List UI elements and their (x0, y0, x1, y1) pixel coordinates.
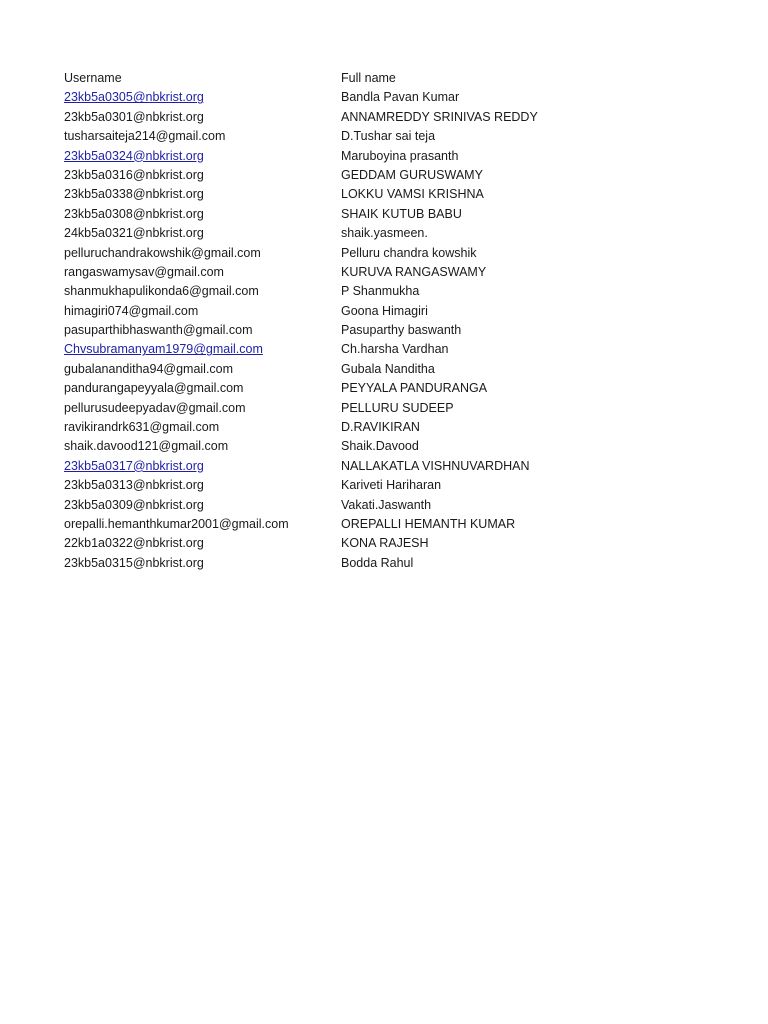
username-text: rangaswamysav@gmail.com (64, 264, 224, 279)
full-name-cell: Pelluru chandra kowshik (341, 245, 477, 260)
full-name-cell: LOKKU VAMSI KRISHNA (341, 187, 484, 202)
username-text: ravikirandrk631@gmail.com (64, 420, 220, 435)
table-row (64, 302, 704, 321)
table-row (64, 360, 704, 379)
username-cell (64, 496, 341, 515)
table-row (64, 127, 704, 146)
header-row (64, 69, 704, 88)
table-row (64, 457, 704, 476)
full-name-cell: Pasuparthy baswanth (341, 323, 462, 338)
table-row (64, 205, 704, 224)
table-row (64, 534, 704, 553)
username-text: 23kb5a0301@nbkrist.org (64, 109, 204, 124)
full-name-cell: shaik.yasmeen. (341, 226, 428, 241)
table-row (64, 147, 704, 166)
username-cell (64, 185, 341, 204)
table-row (64, 515, 704, 534)
username-cell (64, 457, 341, 476)
full-name-cell: PEYYALA PANDURANGA (341, 381, 488, 396)
username-cell (64, 476, 341, 495)
username-text: pellurusudeepyadav@gmail.com (64, 400, 246, 415)
full-name-cell: ANNAMREDDY SRINIVAS REDDY (341, 109, 538, 124)
username-cell (64, 166, 341, 185)
full-name-cell: PELLURU SUDEEP (341, 400, 454, 415)
full-name-cell: Ch.harsha Vardhan (341, 342, 449, 357)
full-name-cell: Goona Himagiri (341, 303, 428, 318)
table-row (64, 379, 704, 398)
table-row (64, 437, 704, 456)
username-cell (64, 418, 341, 437)
username-cell (64, 302, 341, 321)
username-text: orepalli.hemanthkumar2001@gmail.com (64, 516, 289, 531)
full-name-cell: D.Tushar sai teja (341, 129, 436, 144)
user-table (64, 69, 704, 573)
table-row (64, 554, 704, 573)
username-cell (64, 360, 341, 379)
email-link[interactable]: 23kb5a0317@nbkrist.org (64, 458, 204, 473)
username-text: himagiri074@gmail.com (64, 303, 199, 318)
full-name-cell: KONA RAJESH (341, 536, 429, 551)
table-row (64, 108, 704, 127)
table-row (64, 476, 704, 495)
username-cell (64, 321, 341, 340)
username-text: 23kb5a0313@nbkrist.org (64, 478, 204, 493)
username-text: 23kb5a0338@nbkrist.org (64, 187, 204, 202)
username-text: pelluruchandrakowshik@gmail.com (64, 245, 261, 260)
username-cell (64, 282, 341, 301)
header-full-name: Full name (341, 71, 396, 85)
username-cell (64, 127, 341, 146)
full-name-cell: KURUVA RANGASWAMY (341, 264, 487, 279)
full-name-cell: Bodda Rahul (341, 555, 414, 570)
username-text: 23kb5a0316@nbkrist.org (64, 167, 204, 182)
username-text: 23kb5a0308@nbkrist.org (64, 206, 204, 221)
username-text: gubalananditha94@gmail.com (64, 361, 234, 376)
username-cell (64, 205, 341, 224)
username-cell (64, 399, 341, 418)
table-row (64, 224, 704, 243)
username-text: 23kb5a0309@nbkrist.org (64, 497, 204, 512)
header-username: Username (64, 71, 122, 85)
username-text: tusharsaiteja214@gmail.com (64, 129, 226, 144)
table-row (64, 244, 704, 263)
username-text: 23kb5a0315@nbkrist.org (64, 555, 204, 570)
username-cell (64, 108, 341, 127)
username-cell (64, 515, 341, 534)
email-link[interactable]: 23kb5a0324@nbkrist.org (64, 148, 204, 163)
full-name-cell: SHAIK KUTUB BABU (341, 206, 462, 221)
full-name-cell: D.RAVIKIRAN (341, 420, 420, 435)
email-link[interactable]: 23kb5a0305@nbkrist.org (64, 90, 204, 105)
table-body (64, 88, 704, 573)
table-row (64, 418, 704, 437)
full-name-cell: GEDDAM GURUSWAMY (341, 167, 483, 182)
full-name-cell: Maruboyina prasanth (341, 148, 459, 163)
email-link[interactable]: Chvsubramanyam1979@gmail.com (64, 342, 263, 357)
username-text: 24kb5a0321@nbkrist.org (64, 226, 204, 241)
username-cell (64, 340, 341, 359)
username-cell (64, 147, 341, 166)
username-text: 22kb1a0322@nbkrist.org (64, 536, 204, 551)
full-name-cell: Kariveti Hariharan (341, 478, 442, 493)
username-cell (64, 437, 341, 456)
username-cell (64, 534, 341, 553)
table-row (64, 282, 704, 301)
username-cell (64, 224, 341, 243)
full-name-cell: Bandla Pavan Kumar (341, 90, 460, 105)
username-text: shaik.davood121@gmail.com (64, 439, 229, 454)
username-cell (64, 379, 341, 398)
full-name-cell: NALLAKATLA VISHNUVARDHAN (341, 458, 530, 473)
username-cell (64, 554, 341, 573)
table-row (64, 399, 704, 418)
table-row (64, 340, 704, 359)
table-row (64, 321, 704, 340)
table-row (64, 263, 704, 282)
full-name-cell: P Shanmukha (341, 284, 420, 299)
username-text: pasuparthibhaswanth@gmail.com (64, 323, 253, 338)
table-row (64, 88, 704, 107)
full-name-cell: OREPALLI HEMANTH KUMAR (341, 516, 516, 531)
username-text: pandurangapeyyala@gmail.com (64, 381, 244, 396)
username-cell (64, 88, 341, 107)
username-cell (64, 244, 341, 263)
full-name-cell: Vakati.Jaswanth (341, 497, 432, 512)
table-row (64, 496, 704, 515)
username-cell (64, 263, 341, 282)
username-text: shanmukhapulikonda6@gmail.com (64, 284, 259, 299)
table-row (64, 185, 704, 204)
full-name-cell: Gubala Nanditha (341, 361, 435, 376)
full-name-cell: Shaik.Davood (341, 439, 419, 454)
table-row (64, 166, 704, 185)
